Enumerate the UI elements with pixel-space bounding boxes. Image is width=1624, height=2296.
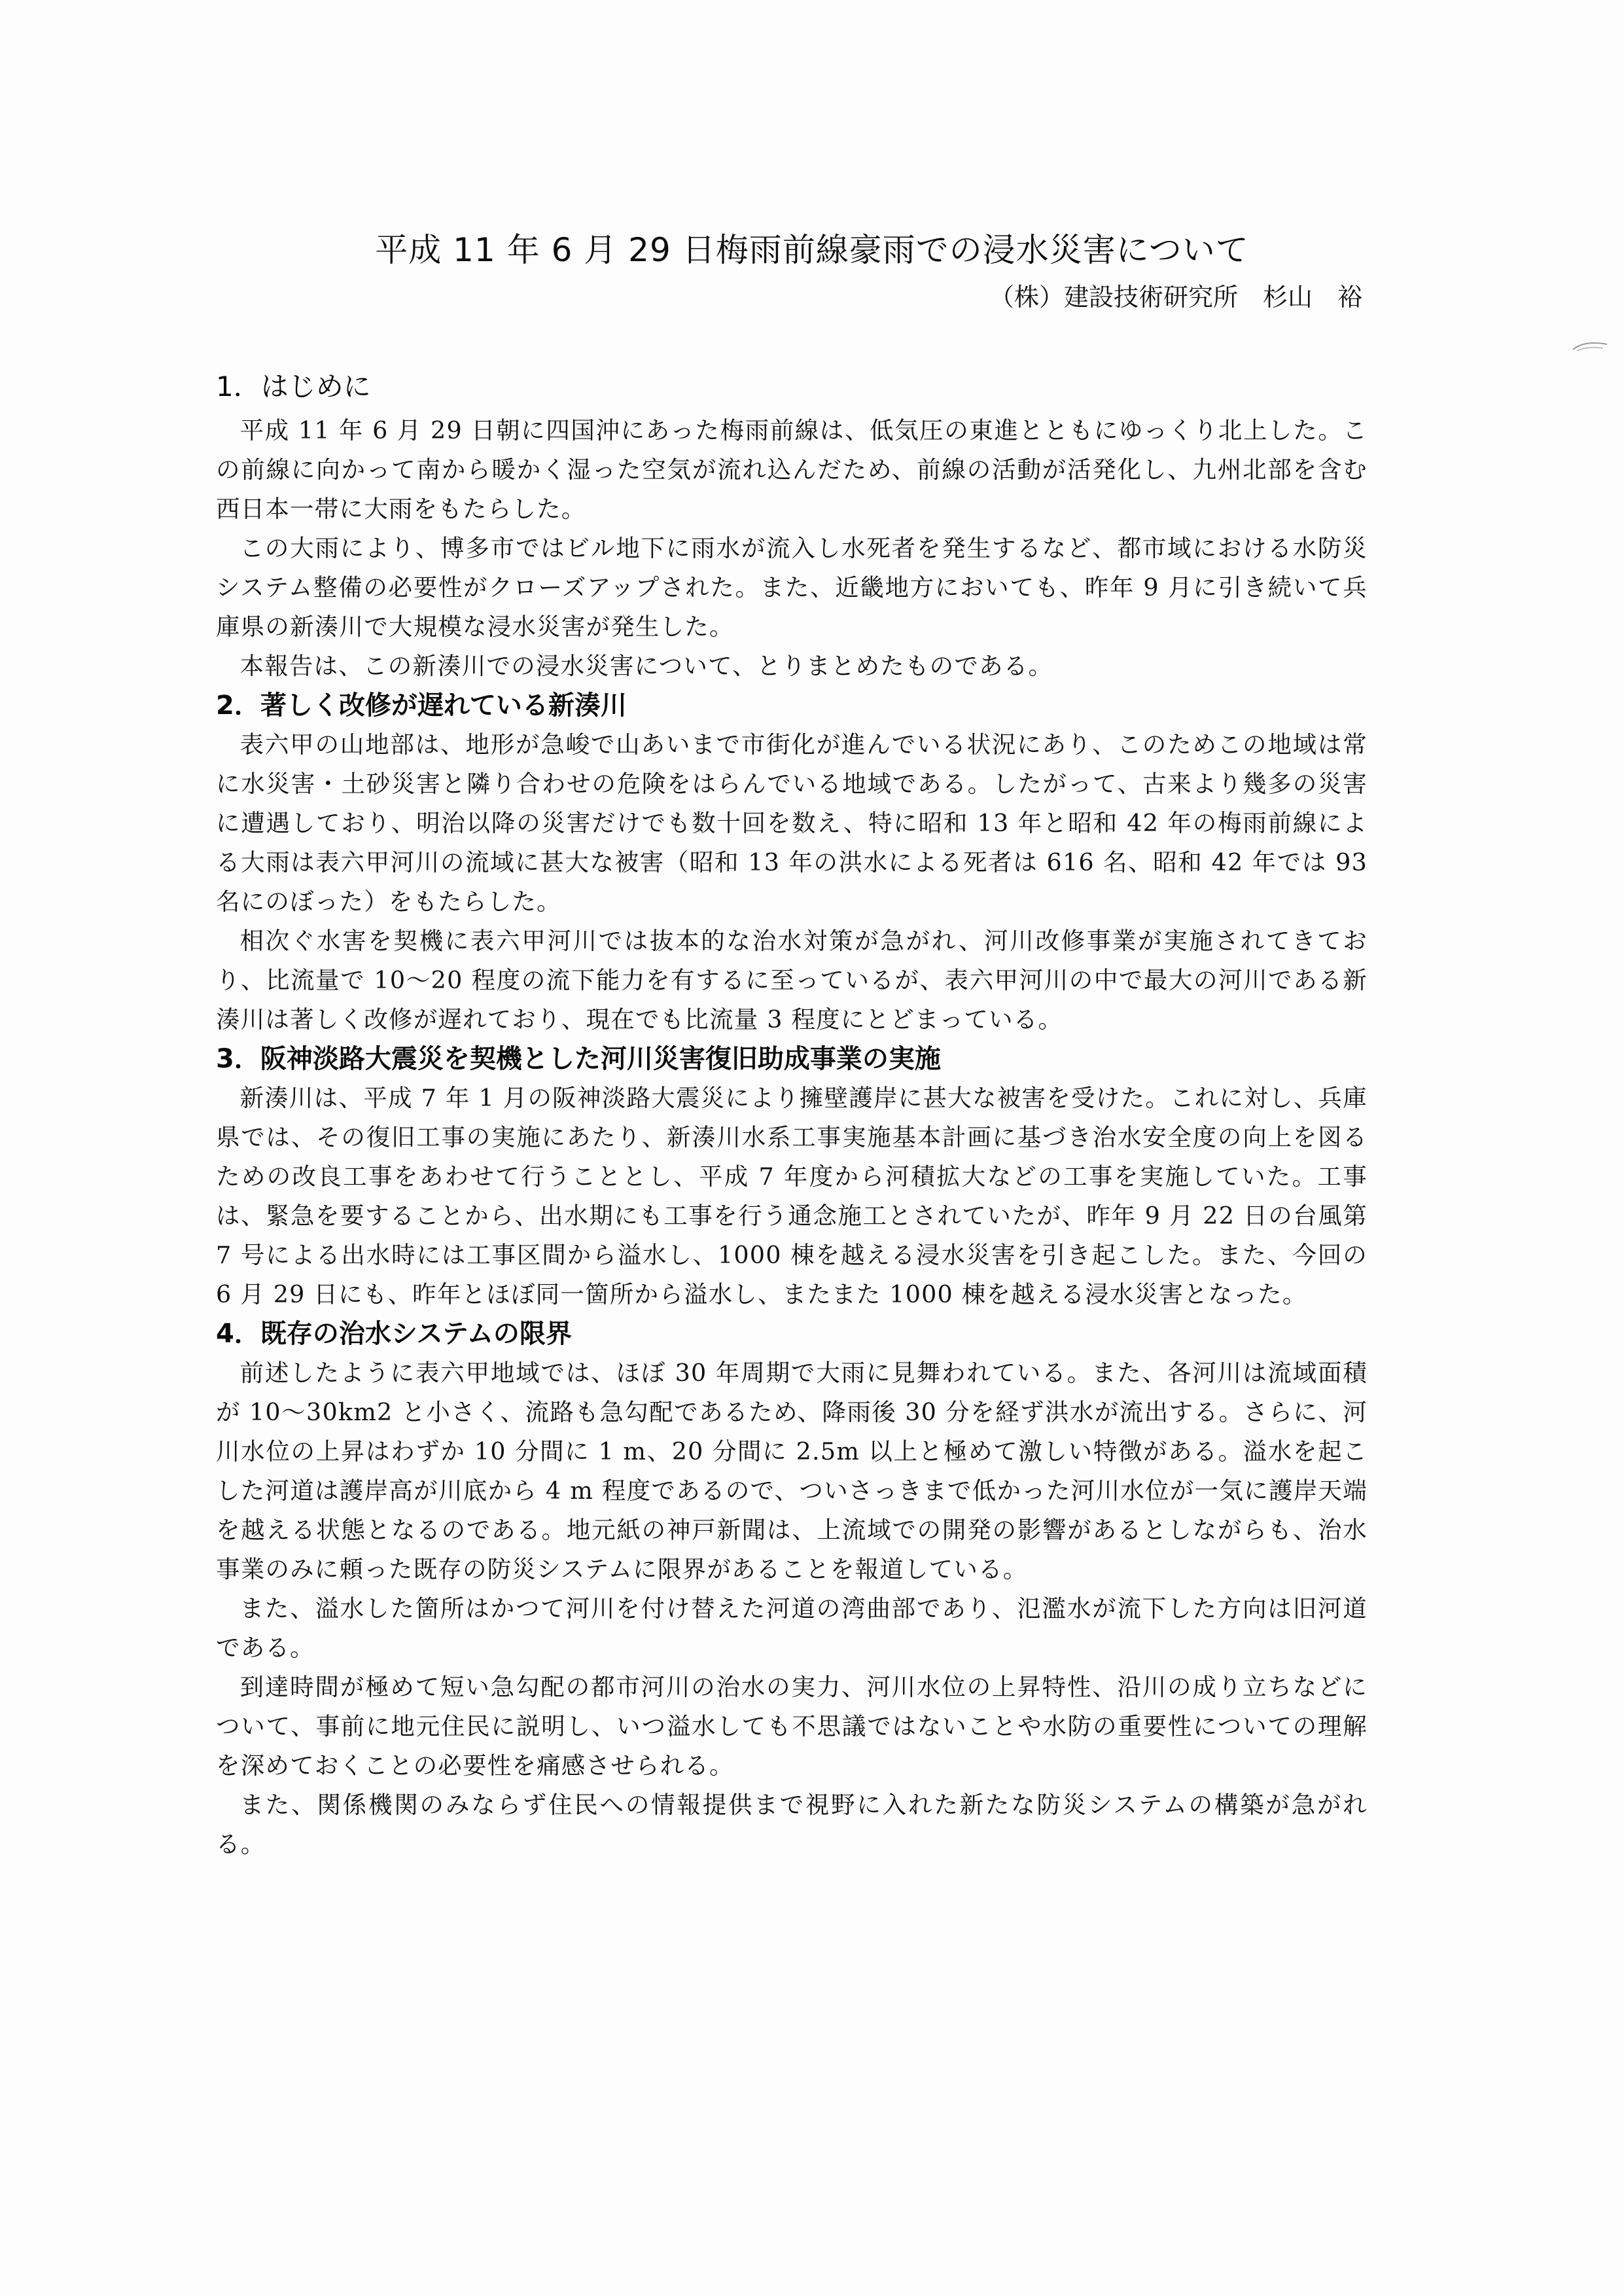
section-heading: 4．既存の治水システムの限界 (216, 1319, 572, 1349)
pencil-mark-icon (1570, 340, 1610, 353)
paragraph: 新湊川は、平成 7 年 1 月の阪神淡路大震災により擁壁護岸に甚大な被害を受けた。これに対し、兵庫県では、その復旧工事の実施にあたり、新湊川水系工事実施基本計画に基づき治水安全度の向上を図るための改良工事をあわせて行うこととし、平成 7 年度から河積拡大などの工事を実施していた。工事は、緊急を要することから、出水期にも工事を行う通念施工とされていたが、昨年 9 月 22 日の台風第 7 号による出水時には工事区間から溢水し、1000 棟を越える浸水災害を引き起こした。また、今回の 6 月 29 日にも、昨年とほぼ同一箇所から溢水し、またまた 1000 棟を越える浸水災害となった。 (216, 1084, 1368, 1308)
section-earthquake-recovery (216, 1039, 1368, 1314)
paragraph: この大雨により、博多市ではビル地下に雨水が流入し水死者を発生するなど、都市域における水防災システム整備の必要性がクローズアップされた。また、近畿地方においても、昨年 9 月に引き続いて兵庫県の新湊川で大規模な浸水災害が発生した。 (216, 534, 1368, 641)
section-heading: 3．阪神淡路大震災を契機とした河川災害復旧助成事業の実施 (216, 1044, 941, 1074)
section-heading: 2．著しく改修が遅れている新湊川 (216, 691, 627, 721)
paragraph: 本報告は、この新湊川での浸水災害について、とりまとめたものである。 (239, 652, 1053, 680)
document-author: （株）建設技術研究所 杉山 裕 (989, 283, 1362, 312)
section-shinminato-river (216, 686, 1368, 1039)
document-title: 平成 11 年 6 月 29 日梅雨前線豪雨での浸水災害について (375, 231, 1249, 269)
paragraph: 前述したように表六甲地域では、ほぼ 30 年周期で大雨に見舞われている。また、各河川は流域面積が 10～30km2 と小さく、流路も急勾配であるため、降雨後 30 分を経ず洪水が流出する。さらに、河川水位の上昇はわずか 10 分間に 1 m、20 分間に 2.5m 以上と極めて激しい特徴がある。溢水を起こした河道は護岸高が川底から 4 m 程度であるので、ついさっきまで低かった河川水位が一気に護岸天端を越える状態となるのである。地元紙の神戸新聞は、上流域での開発の影響があるとしながらも、治水事業のみに頼った既存の防災システムに限界があることを報道している。 (216, 1359, 1368, 1583)
paragraph: 表六甲の山地部は、地形が急峻で山あいまで市街化が進んでいる状況にあり、このためこの地域は常に水災害・土砂災害と隣り合わせの危険をはらんでいる地域である。したがって、古来より幾多の災害に遭遇しており、明治以降の災害だけでも数十回を数え、特に昭和 13 年と昭和 42 年の梅雨前線による大雨は表六甲河川の流域に甚大な被害（昭和 13 年の洪水による死者は 616 名、昭和 42 年では 93 名にのぼった）をもたらした。 (216, 730, 1368, 916)
paragraph: また、溢水した箇所はかつて河川を付け替えた河道の湾曲部であり、氾濫水が流下した方向は旧河道である。 (216, 1594, 1368, 1662)
paragraph: 平成 11 年 6 月 29 日朝に四国沖にあった梅雨前線は、低気圧の東進とともにゆっくり北上した。この前線に向かって南から暖かく湿った空気が流れ込んだため、前線の活動が活発化し、九州北部を含む西日本一帯に大雨をもたらした。 (216, 416, 1368, 523)
section-introduction (216, 367, 1368, 686)
paragraph: 到達時間が極めて短い急勾配の都市河川の治水の実力、河川水位の上昇特性、沿川の成り立ちなどについて、事前に地元住民に説明し、いつ溢水しても不思議ではないことや水防の重要性についての理解を深めておくことの必要性を痛感させられる。 (216, 1673, 1368, 1780)
document-body (216, 367, 1368, 1864)
paragraph: 相次ぐ水害を契機に表六甲河川では抜本的な治水対策が急がれ、河川改修事業が実施されてきており、比流量で 10～20 程度の流下能力を有するに至っているが、表六甲河川の中で最大の河川である新湊川は著しく改修が遅れており、現在でも比流量 3 程度にとどまっている。 (216, 927, 1368, 1033)
section-heading: 1．はじめに (216, 370, 371, 403)
paragraph: また、関係機関のみならず住民への情報提供まで視野に入れた新たな防災システムの構築が急がれる。 (216, 1791, 1368, 1858)
section-flood-control-limits (216, 1314, 1368, 1864)
